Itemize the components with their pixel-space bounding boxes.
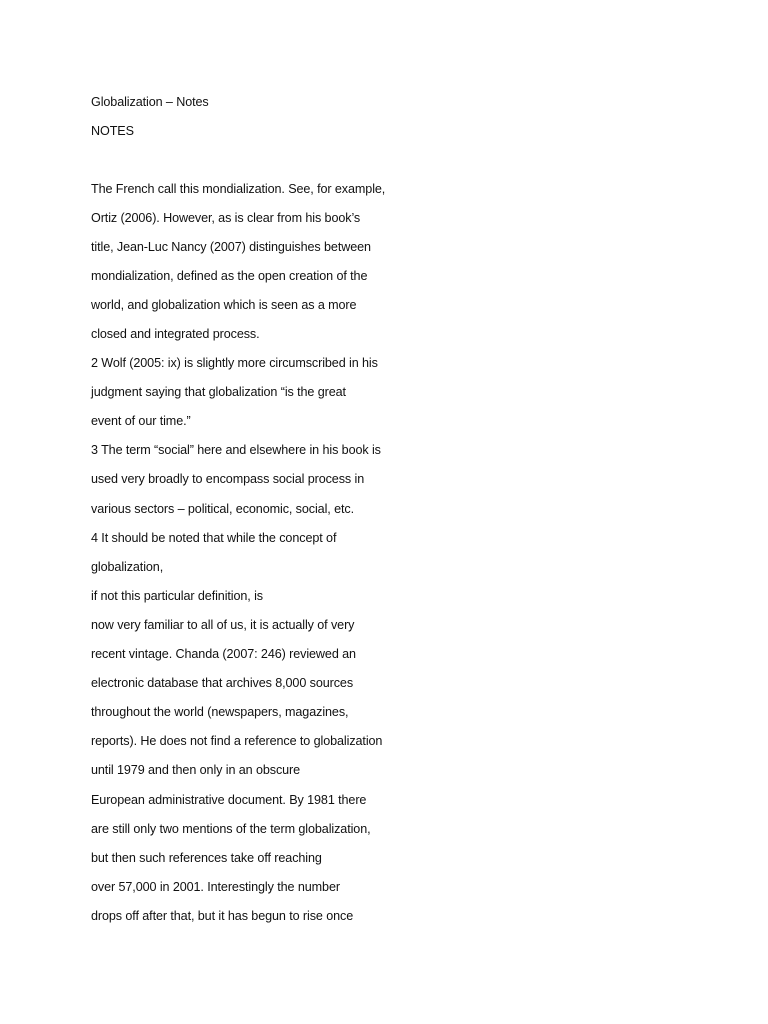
text-line: European administrative document. By 1981 there [91, 793, 367, 807]
text-line: event of our time.” [91, 414, 191, 428]
text-line: 3 The term “social” here and elsewhere in his book is [91, 443, 381, 457]
text-line: throughout the world (newspapers, magazines, [91, 705, 349, 719]
text-line: are still only two mentions of the term globalization, [91, 822, 371, 836]
text-line: but then such references take off reaching [91, 851, 322, 865]
text-line: The French call this mondialization. See, for example, [91, 182, 386, 196]
text-line: reports). He does not find a reference to globalization [91, 734, 383, 748]
text-line: various sectors – political, economic, social, etc. [91, 502, 354, 516]
text-line: 2 Wolf (2005: ix) is slightly more circumscribed in his [91, 356, 378, 370]
text-line: drops off after that, but it has begun to rise once [91, 909, 354, 923]
text-line: recent vintage. Chanda (2007: 246) reviewed an [91, 647, 356, 661]
text-line: Ortiz (2006). However, as is clear from his book’s [91, 211, 361, 225]
document-title: Globalization – Notes [91, 95, 209, 109]
text-line: judgment saying that globalization “is the great [91, 385, 346, 399]
text-line: mondialization, defined as the open creation of the [91, 269, 368, 283]
text-line: closed and integrated process. [91, 327, 260, 341]
text-line: until 1979 and then only in an obscure [91, 763, 301, 777]
text-line: if not this particular definition, is [91, 589, 263, 603]
text-line: world, and globalization which is seen as a more [91, 298, 357, 312]
text-line: electronic database that archives 8,000 sources [91, 676, 354, 690]
text-line: over 57,000 in 2001. Interestingly the number [91, 880, 340, 894]
text-line: title, Jean-Luc Nancy (2007) distinguishes between [91, 240, 371, 254]
text-line: 4 It should be noted that while the concept of [91, 531, 337, 545]
text-line: used very broadly to encompass social process in [91, 472, 365, 486]
notes-heading: NOTES [91, 124, 134, 138]
text-line: now very familiar to all of us, it is actually of very [91, 618, 355, 632]
text-line: globalization, [91, 560, 164, 574]
